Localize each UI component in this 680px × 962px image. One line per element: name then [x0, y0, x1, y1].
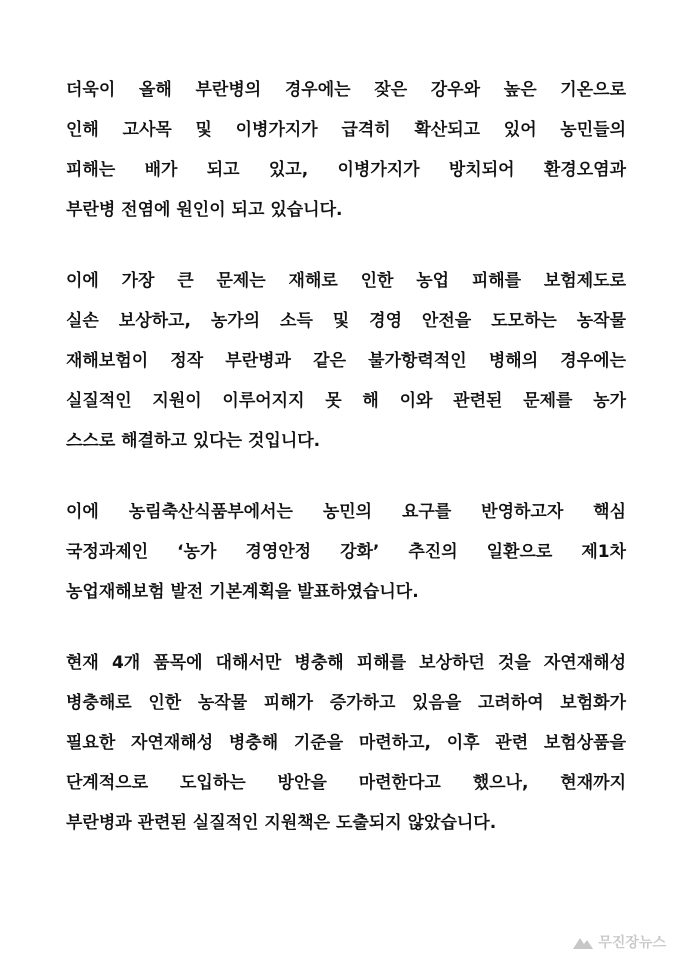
text-line: 이에 농림축산식품부에서는 농민의 요구를 반영하고자 핵심 — [66, 502, 626, 522]
text-line: 피해는 배가 되고 있고, 이병가지가 방치되어 환경오염과 — [66, 160, 626, 180]
text-line: 농업재해보험 발전 기본계획을 발표하였습니다. — [66, 582, 419, 602]
text-line: 스스로 해결하고 있다는 것입니다. — [66, 431, 321, 451]
text-line: 단계적으로 도입하는 방안을 마련한다고 했으나, 현재까지 — [66, 773, 626, 793]
document-body — [66, 70, 626, 874]
paragraph-3 — [66, 492, 626, 612]
text-line: 재해보험이 정작 부란병과 같은 불가항력적인 병해의 경우에는 — [66, 351, 626, 371]
text-line: 부란병 전염에 원인이 되고 있습니다. — [66, 200, 343, 220]
text-line: 현재 4개 품목에 대해서만 병충해 피해를 보상하던 것을 자연재해성 — [66, 653, 626, 673]
text-line: 필요한 자연재해성 병충해 기준을 마련하고, 이후 관련 보험상품을 — [66, 733, 626, 753]
text-line: 병충해로 인한 농작물 피해가 증가하고 있음을 고려하여 보험화가 — [66, 693, 626, 713]
watermark — [572, 932, 666, 952]
text-line: 국정과제인 ‘농가 경영안정 강화’ 추진의 일환으로 제1차 — [66, 542, 626, 562]
text-line: 인해 고사목 및 이병가지가 급격히 확산되고 있어 농민들의 — [66, 120, 626, 140]
text-line: 실질적인 지원이 이루어지지 못 해 이와 관련된 문제를 농가 — [66, 391, 626, 411]
text-line: 더욱이 올해 부란병의 경우에는 잦은 강우와 높은 기온으로 — [66, 80, 626, 100]
watermark-text: 무진장뉴스 — [598, 935, 666, 951]
text-line: 실손 보상하고, 농가의 소득 및 경영 안전을 도모하는 농작물 — [66, 311, 626, 331]
text-line: 부란병과 관련된 실질적인 지원책은 도출되지 않았습니다. — [66, 813, 497, 833]
paragraph-1 — [66, 70, 626, 230]
paragraph-4 — [66, 643, 626, 843]
mountain-logo-icon — [572, 934, 594, 950]
paragraph-2 — [66, 261, 626, 461]
text-line: 이에 가장 큰 문제는 재해로 인한 농업 피해를 보험제도로 — [66, 271, 626, 291]
